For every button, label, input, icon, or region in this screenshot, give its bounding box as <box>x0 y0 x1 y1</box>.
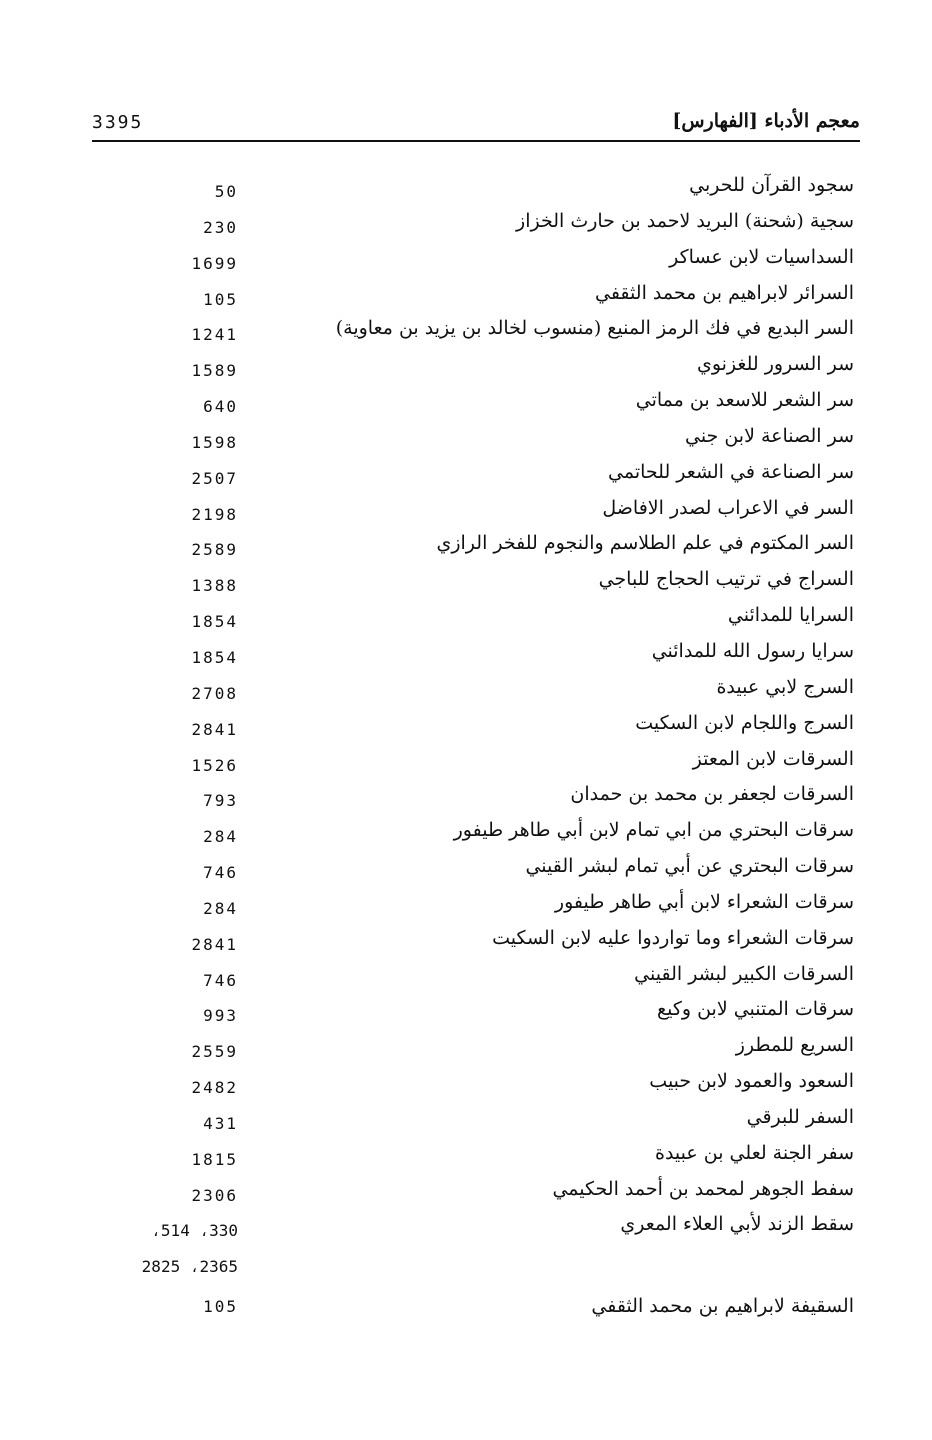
entry-page-numbers <box>38 998 238 1034</box>
entry-pages-line: 330، 514، <box>151 1221 238 1241</box>
entry-page-numbers <box>38 461 238 497</box>
entry-title: السراج في ترتيب الحجاج للباجي <box>598 568 854 591</box>
entry-pages-line: 1388 <box>191 576 238 596</box>
entry-page-numbers <box>38 353 238 389</box>
index-entry <box>0 564 932 600</box>
index-entry <box>0 959 932 995</box>
index-entry <box>0 708 932 744</box>
entry-title: السقيفة لابراهيم بن محمد الثقفي <box>591 1295 854 1318</box>
entry-page-numbers <box>38 927 238 963</box>
entry-pages-line: 1589 <box>191 361 238 381</box>
entry-page-numbers <box>38 891 238 927</box>
entry-pages-line: 284 <box>203 827 238 847</box>
entry-page-numbers <box>38 963 238 999</box>
entry-page-numbers <box>38 317 238 353</box>
entry-title: سرقات المتنبي لابن وكيع <box>656 998 854 1021</box>
entry-pages-line: 2482 <box>191 1078 238 1098</box>
index-entry <box>0 1138 932 1174</box>
entry-page-numbers <box>38 389 238 425</box>
entry-title: السر المكتوم في علم الطلاسم والنجوم للفخر الرازي <box>436 532 854 555</box>
entry-page-numbers <box>38 1213 238 1285</box>
entry-page-numbers <box>38 425 238 461</box>
index-entry <box>0 457 932 493</box>
entry-title: سرقات الشعراء لابن أبي طاهر طيفور <box>554 890 854 913</box>
index-entry <box>0 1281 932 1317</box>
entry-pages-line: 1526 <box>191 755 238 775</box>
entry-page-numbers <box>38 532 238 568</box>
index-entry <box>0 206 932 242</box>
entry-title: سرقات البحتري عن أبي تمام لبشر القيني <box>525 855 854 878</box>
entry-page-numbers <box>38 568 238 604</box>
entry-title: السرايا للمدائني <box>727 604 854 627</box>
index-entry <box>0 1102 932 1138</box>
entry-title: السر البديع في فك الرمز المنيع (منسوب لخالد بن يزيد بن معاوية) <box>335 317 854 340</box>
entry-title: سرقات البحتري من ابي تمام لابن أبي طاهر طيفور <box>453 819 854 842</box>
entry-title: سر السرور للغزنوي <box>696 353 854 376</box>
index-entry <box>0 744 932 780</box>
entry-pages-line: 230 <box>203 217 238 237</box>
entry-page-numbers <box>38 1142 238 1178</box>
entry-pages-line: 2841 <box>191 719 238 739</box>
entry-page-numbers <box>38 497 238 533</box>
entry-page-numbers <box>38 783 238 819</box>
index-entry <box>0 385 932 421</box>
index-entry <box>0 851 932 887</box>
entry-pages-line: 2507 <box>191 468 238 488</box>
entry-pages-line: 2559 <box>191 1042 238 1062</box>
entry-pages-line: 640 <box>203 397 238 417</box>
entry-pages-line: 105 <box>203 289 238 309</box>
index-entry <box>0 349 932 385</box>
index-entry <box>0 421 932 457</box>
entry-title: السرقات لجعفر بن محمد بن حمدان <box>570 783 854 806</box>
entry-title: سر الصناعة في الشعر للحاتمي <box>608 460 854 483</box>
entry-title: السرج واللجام لابن السكيت <box>635 711 854 734</box>
entry-title: سرايا رسول الله للمدائني <box>651 639 854 662</box>
entry-title: السداسيات لابن عساكر <box>669 245 854 268</box>
entry-page-numbers <box>38 1178 238 1214</box>
entry-pages-line: 105 <box>203 1297 238 1317</box>
entry-page-numbers <box>38 676 238 712</box>
entry-title: السريع للمطرز <box>735 1034 854 1057</box>
entry-page-numbers <box>38 210 238 246</box>
entry-title: سجية (شحنة) البريد لاحمد بن حارث الخزاز <box>516 209 854 232</box>
entry-page-numbers <box>38 604 238 640</box>
entry-pages-line: 1854 <box>191 647 238 667</box>
entry-page-numbers <box>38 1289 238 1325</box>
index-entry <box>0 493 932 529</box>
index-entry <box>0 672 932 708</box>
entry-pages-line: 2306 <box>191 1185 238 1205</box>
entry-page-numbers <box>38 282 238 318</box>
header-rule <box>92 140 860 142</box>
entry-title: السعود والعمود لابن حبيب <box>649 1070 854 1093</box>
entry-page-numbers <box>38 855 238 891</box>
entry-pages-line: 1598 <box>191 432 238 452</box>
index-entry <box>0 242 932 278</box>
index-entry <box>0 923 932 959</box>
entry-pages-line: 2708 <box>191 683 238 703</box>
page-number: 3395 <box>92 112 144 133</box>
entry-pages-line: 2841 <box>191 934 238 954</box>
entry-pages-line: 284 <box>203 898 238 918</box>
entry-title: سفط الجوهر لمحمد بن أحمد الحكيمي <box>552 1177 854 1200</box>
running-title: معجم الأدباء [الفهارس] <box>672 110 860 132</box>
index-entry <box>0 994 932 1030</box>
entry-title: سر الشعر للاسعد بن مماتي <box>635 389 854 412</box>
entry-page-numbers <box>38 819 238 855</box>
entry-pages-line-continued: 2365، 2825 <box>141 1257 238 1277</box>
entry-page-numbers <box>38 748 238 784</box>
entry-title: السرقات الكبير لبشر القيني <box>634 962 854 985</box>
entry-pages-line: 993 <box>203 1006 238 1026</box>
entry-page-numbers <box>38 1106 238 1142</box>
entry-title: السرقات لابن المعتز <box>692 747 854 770</box>
index-entry <box>0 779 932 815</box>
index-entry <box>0 887 932 923</box>
entry-pages-line: 431 <box>203 1113 238 1133</box>
entry-page-numbers <box>38 1070 238 1106</box>
entry-title: سقط الزند لأبي العلاء المعري <box>620 1213 854 1236</box>
entry-pages-line: 793 <box>203 791 238 811</box>
entry-title: السر في الاعراب لصدر الافاضل <box>602 496 854 519</box>
entry-pages-line: 50 <box>214 182 238 201</box>
entry-pages-line: 1815 <box>191 1149 238 1169</box>
index-entry <box>0 170 932 206</box>
entry-pages-line: 1241 <box>191 325 238 345</box>
entry-title: سرقات الشعراء وما تواردوا عليه لابن السكيت <box>492 926 854 949</box>
index-entry <box>0 636 932 672</box>
index-entry <box>0 1066 932 1102</box>
entry-title: سفر الجنة لعلي بن عبيدة <box>655 1141 854 1164</box>
index-entries <box>0 170 932 1317</box>
index-entry <box>0 313 932 349</box>
index-entry <box>0 278 932 314</box>
entry-page-numbers <box>38 246 238 282</box>
entry-page-numbers <box>38 640 238 676</box>
entry-page-numbers <box>38 712 238 748</box>
entry-pages-line: 746 <box>203 863 238 883</box>
index-entry <box>0 815 932 851</box>
entry-title: السرج لابي عبيدة <box>716 675 854 698</box>
index-entry <box>0 1030 932 1066</box>
entry-title: السفر للبرقي <box>746 1105 854 1128</box>
entry-title: السرائر لابراهيم بن محمد الثقفي <box>594 281 854 304</box>
entry-pages-line: 746 <box>203 970 238 990</box>
entry-pages-line: 2198 <box>191 504 238 524</box>
index-entry <box>0 1174 932 1210</box>
entry-page-numbers <box>38 174 238 210</box>
entry-title: سر الصناعة لابن جني <box>684 424 854 447</box>
entry-pages-line: 1699 <box>191 253 238 273</box>
index-entry <box>0 1209 932 1281</box>
entry-page-numbers <box>38 1034 238 1070</box>
entry-pages-line: 2589 <box>191 540 238 560</box>
entry-title: سجود القرآن للحربي <box>689 174 854 196</box>
index-entry <box>0 600 932 636</box>
index-entry <box>0 528 932 564</box>
entry-pages-line: 1854 <box>191 612 238 632</box>
